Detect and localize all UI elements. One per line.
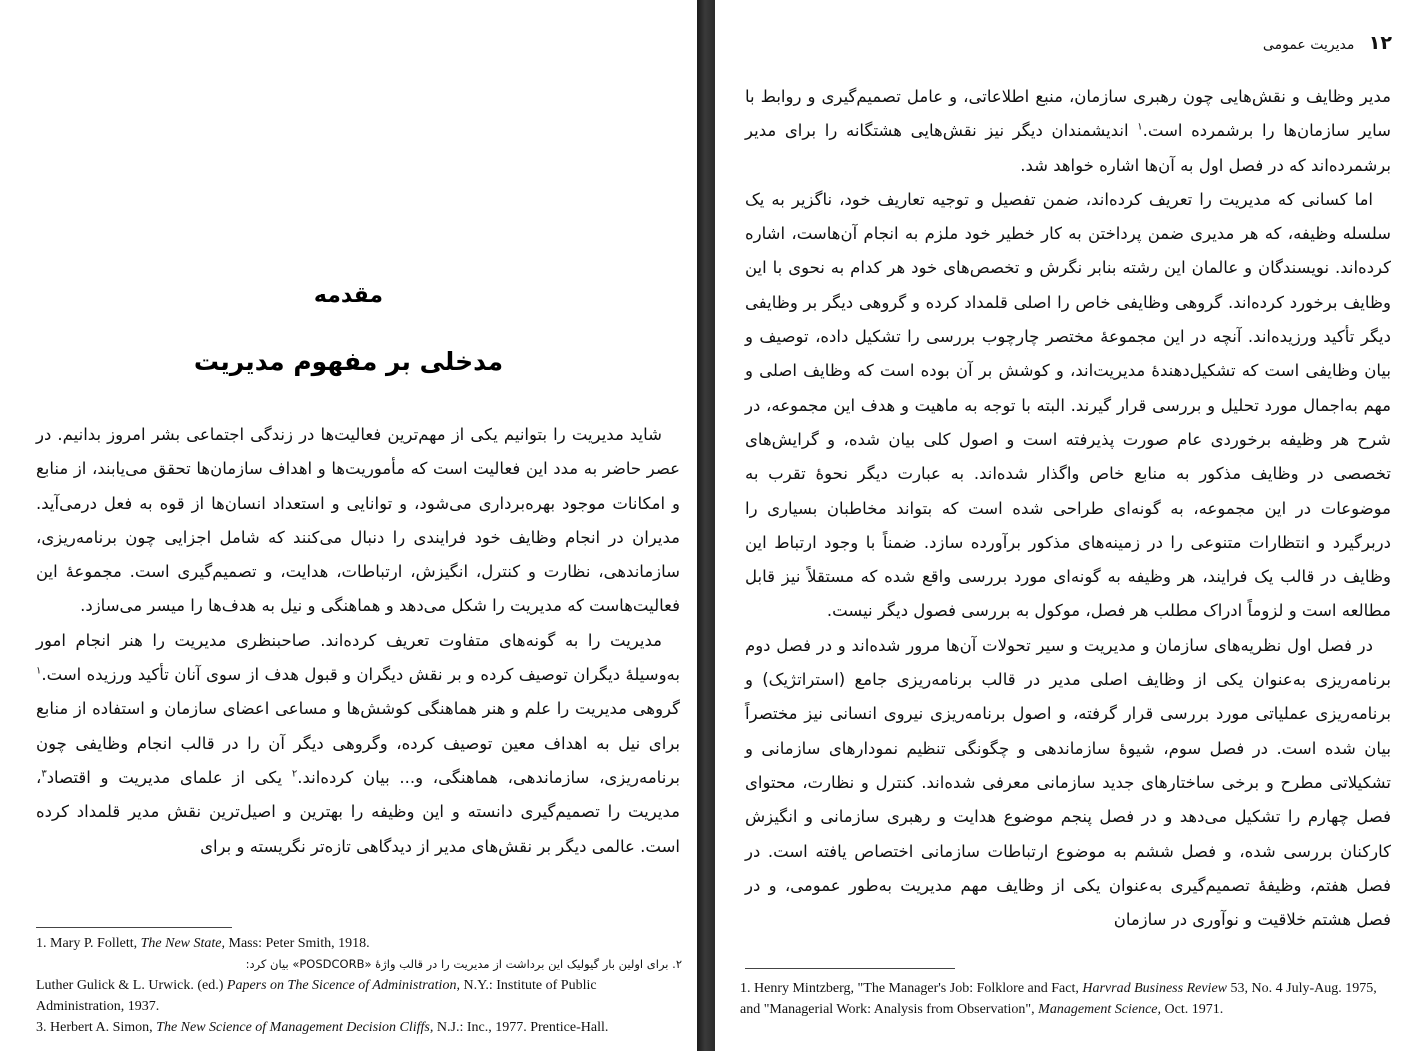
left-footnotes xyxy=(36,933,682,1038)
footnote-1: 1. Henry Mintzberg, "The Manager's Job: Folklore and Fact, Harvrad Business Review 53, No. 4 July-Aug. 1975, and "Managerial Work: Analysis from Observation", Management Science, Oct. 1971. xyxy=(740,981,1377,1017)
running-header xyxy=(1263,32,1392,54)
footnote-ref: ۲ xyxy=(291,768,298,780)
footnote-divider xyxy=(745,968,955,969)
paragraph: مدیر وظایف و نقش‌هایی چون رهبری سازمان، منبع اطلاعاتی، و عامل تصمیم‌گیری و روابط با سایر سازمان‌ها را برشمرده است.$^۱$ اندیشمندان دیگر نیز نقش‌هایی هشتگانه را برای مدیر برشمرده‌اند که در فصل اول به آن‌ها اشاره خواهد شد. xyxy=(745,87,1391,175)
right-footnotes xyxy=(740,978,1392,1020)
footnote-ref: ۱ xyxy=(1137,121,1143,133)
left-body-text xyxy=(36,418,680,864)
footnote-2-citation: Luther Gulick & L. Urwick. (ed.) Papers on The Sicence of Administration, N.Y.: Institute of Public Administration, 1937. xyxy=(36,978,597,1014)
footnote-1: 1. Mary P. Follett, The New State, Mass: Peter Smith, 1918. xyxy=(36,936,370,951)
footnote-divider xyxy=(36,927,232,928)
paragraph: شاید مدیریت را بتوانیم یکی از مهم‌ترین فعالیت‌ها در زندگی اجتماعی بشر امروز بدانیم. در عصر حاضر به مدد این فعالیت است که مأموریت‌ها و اهداف سازمان‌ها تحقق می‌یابند، از منابع و امکانات موجود بهره‌برداری می‌شود، و توانایی و استعداد انسان‌ها از قوه به فعل درمی‌آید. مدیران در انجام وظایف خود فرایندی را دنبال می‌کنند که شامل اجزایی چون برنامه‌ریزی، سازماندهی، نظارت و کنترل، انگیزش، ارتباطات، هدایت، و تصمیم‌گیری است. مجموعهٔ این فعالیت‌هاست که مدیریت را شکل می‌دهد و هماهنگی و نیل به هدف‌ها را میسر می‌سازد. xyxy=(36,425,680,616)
page-number: ۱۲ xyxy=(1368,32,1392,54)
book-gutter xyxy=(697,0,715,1051)
section-label: مقدمه xyxy=(313,283,384,308)
footnote-3: 3. Herbert A. Simon, The New Science of Management Decision Cliffs, N.J.: Inc., 1977. Prentice-Hall. xyxy=(36,1020,609,1035)
footnote-ref: ۱ xyxy=(36,665,42,677)
right-page xyxy=(715,0,1414,1051)
paragraph: اما کسانی که مدیریت را تعریف کرده‌اند، ضمن تفصیل و توجیه تعاریف خود، ناگزیر به یک سلسله وظیفه، که هر مدیری ضمن پرداختن به کار خطیر خود ملزم به انجام آن‌هاست، اشاره کرده‌اند. نویسندگان و عالمان این رشته بنابر نگرش و تخصص‌های خود هر کدام به نحوی با این وظایف برخورد کرده‌اند. گروهی وظایفی خاص را اصلی قلمداد کرده و گروهی دیگر بر وظایفی دیگر تأکید ورزیده‌اند. آنچه در این مجموعهٔ مختصر چارچوب بررسی را تشکیل داده، توصیف و بیان وظایفی است که تشکیل‌دهندهٔ مدیریت‌اند، و کوشش بر آن بوده است که وظایف اصلی و مهم به‌اجمال مورد تحلیل و بررسی قرار گیرند. البته با توجه به ماهیت و هدف این مجموعه، در شرح هر وظیفه برخوردی عام صورت پذیرفته است و اصول کلی بیان شده، و گرایش‌های تخصصی در وظایف مذکور به منابع خاص واگذار شده‌اند. به عبارت دیگر نحوهٔ تقرب به موضوعات در این مجموعه، به گونه‌ای طراحی شده است که بتواند مخاطبان بسیاری را دربرگیرد و انتظارات متنوعی را در زمینه‌های مذکور برآورده سازد. ضمناً با وجود ارتباط این وظایف در قالب یک فرایند، هر وظیفه به گونه‌ای مورد بررسی واقع شده که مستقلاً نیز قابل مطالعه است و لزوماً ادراک مطلب هر فصل، موکول به بررسی فصول دیگر نیست. xyxy=(745,189,1391,621)
chapter-title: مدخلی بر مفهوم مدیریت xyxy=(193,347,504,376)
paragraph: مدیریت را به گونه‌های متفاوت تعریف کرده‌اند. صاحبنظری مدیریت را هنر انجام امور به‌وسیلهٔ دیگران توصیف کرده و بر نقش دیگران و قبول هدف از سوی آنان تأکید ورزیده است.$^۱$ گروهی مدیریت را علم و هنر هماهنگی کوشش‌ها و مساعی اعضای سازمان و استفاده از منابع برای نیل به اهداف معین توصیف کرده، وگروهی دیگر آن را در قالب انجام وظایفی چون برنامه‌ریزی، سازماندهی، هماهنگی، و... بیان کرده‌اند.$^۲$ یکی از علمای مدیریت و اقتصاد$^۳$، مدیریت را تصمیم‌گیری دانسته و این وظیفه را بهترین و اصیل‌ترین نقش مدیر قلمداد کرده است. عالمی دیگر بر نقش‌های مدیر از دیدگاهی تازه‌تر نگریسته و برای xyxy=(36,630,680,856)
left-page xyxy=(0,0,697,1051)
paragraph: در فصل اول نظریه‌های سازمان و مدیریت و سیر تحولات آن‌ها مرور شده‌اند و در فصل دوم برنامه‌ریزی به‌عنوان یکی از وظایف اصلی مدیر در قالب برنامه‌ریزی جامع (استراتژیک) و برنامه‌ریزی عملیاتی مورد بررسی قرار گرفته، و اصول برنامه‌ریزی نیروی انسانی نیز مختصراً بیان شده است. در فصل سوم، شیوهٔ سازماندهی و چگونگی تنظیم نمودارهای سازمانی و تشکیلاتی مطرح و برخی ساختارهای جدید سازمانی معرفی شده‌اند. کنترل و نظارت، محتوای فصل چهارم را تشکیل می‌دهد و در فصل پنجم موضوع هدایت و رهبری سازمانی و انگیزش کارکنان بررسی شده، و فصل ششم به موضوع ارتباطات سازمانی اختصاص یافته است. در فصل هفتم، وظیفهٔ تصمیم‌گیری به‌عنوان یکی از وظایف مهم مدیریت به‌طور عمومی، و در فصل هشتم خلاقیت و نوآوری در سازمان xyxy=(745,635,1391,930)
right-body-text xyxy=(745,80,1391,937)
running-title: مدیریت عمومی xyxy=(1262,37,1355,53)
footnote-2-persian: ۲. برای اولین بار گیولیک این برداشت از مدیریت را در قالب واژهٔ «POSDCORB» بیان کرد: xyxy=(245,957,682,971)
footnote-ref: ۳ xyxy=(41,768,47,780)
